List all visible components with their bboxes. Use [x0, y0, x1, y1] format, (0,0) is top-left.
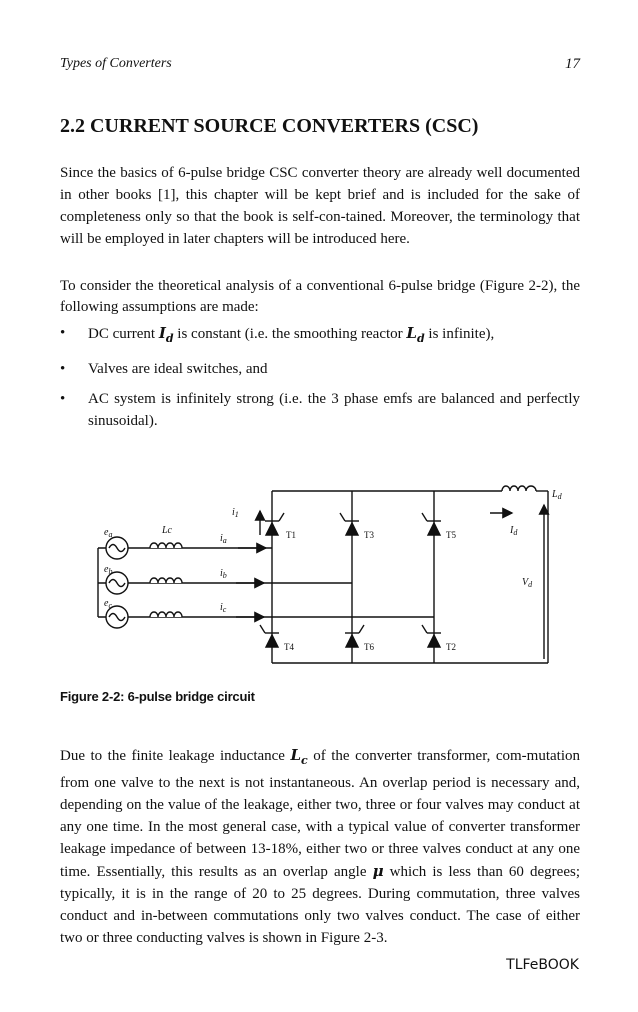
- label-ec: $e_c$: [104, 598, 113, 610]
- label-lc: Lc: [162, 525, 172, 536]
- label-t3: T3: [364, 530, 374, 540]
- label-t5: T5: [446, 530, 456, 540]
- circuit-diagram: [90, 483, 570, 668]
- thyristor-t3-icon: [340, 513, 359, 535]
- thyristor-t4-icon: [260, 625, 279, 647]
- thyristor-t2-icon: [422, 625, 441, 647]
- paragraph-intro: Since the basics of 6-pulse bridge CSC converter theory are already well documented in other books [1], this chapter will be kept brief and is included for the sake of completeness only so that the book is self-con-tained. Moreover, the terminology that will be employed in later chapters will be introduced here.: [60, 165, 580, 247]
- bullet-marker: •: [60, 361, 66, 377]
- label-ia: $i_a$: [220, 533, 227, 545]
- bullet-marker: •: [60, 391, 66, 407]
- label-vd: $V_d$: [522, 577, 533, 589]
- bullet-text: is infinite),: [424, 326, 495, 342]
- thyristor-t1-icon: [265, 513, 284, 535]
- label-t4: T4: [284, 642, 294, 652]
- inductor-c-icon: [150, 612, 182, 617]
- page-number: 17: [565, 56, 580, 72]
- bullet-text: DC current: [88, 326, 159, 342]
- ld-inductor-icon: [502, 486, 536, 491]
- symbol-mu: μ: [372, 862, 384, 880]
- label-ld: $L_d$: [552, 489, 562, 501]
- footer-watermark: TLFeBOOK: [506, 957, 579, 973]
- section-heading: 2.2 CURRENT SOURCE CONVERTERS (CSC): [60, 115, 479, 137]
- label-ea: $e_a$: [104, 527, 113, 539]
- label-id: $I_d$: [510, 525, 518, 537]
- paragraph-assumptions: To consider the theoretical analysis of a conventional 6-pulse bridge (Figure 2-2), the following assumptions are made:: [60, 278, 580, 315]
- label-t2: T2: [446, 642, 456, 652]
- figure-caption: Figure 2-2: 6-pulse bridge circuit: [60, 689, 255, 704]
- bullet-marker: •: [60, 325, 66, 341]
- inductor-a-icon: [150, 543, 182, 548]
- symbol-lc: $L_c$: [290, 746, 308, 767]
- symbol-id: $I_d$: [158, 324, 174, 345]
- label-t1: T1: [286, 530, 296, 540]
- assumption-list: [60, 322, 580, 440]
- label-i1: $i_1$: [232, 507, 239, 519]
- bridge-circuit-figure: [90, 483, 570, 668]
- thyristor-t6-icon: [345, 625, 364, 647]
- running-header: [60, 56, 580, 76]
- inductor-b-icon: [150, 578, 182, 583]
- list-item: [60, 322, 580, 350]
- symbol-ld: $L_d$: [406, 324, 425, 345]
- bullet-text: is constant (i.e. the smoothing reactor: [173, 326, 407, 342]
- running-title: Types of Converters: [60, 56, 172, 71]
- list-item: [60, 388, 580, 432]
- bullet-text: AC system is infinitely strong (i.e. the 3 phase emfs are balanced and perfectly sinusoidal).: [88, 391, 580, 429]
- label-t6: T6: [364, 642, 374, 652]
- label-eb: $e_b$: [104, 564, 113, 576]
- list-item: [60, 358, 580, 380]
- paragraph-commutation: Due to the finite leakage inductance $L_c$ of the converter transformer, com-mutation from one valve to the next is not instantaneous. An overlap period is necessary and, depending on the value of the leakage, either two, three or four valves may conduct at any one time. In the most general case, with a typical value of converter transformer leakage impedance of between 13-18%, either two or three valves conduct at any one time. Essentially, this results as an overlap angle μ which is less than 60 degrees; typically, it is in the range of 20 to 25 degrees. During commutation, three valves conduct and in-between commutations only two valves conduct. The case of either two or three conducting valves is shown in Figure 2-3.: [60, 746, 581, 946]
- bullet-text: Valves are ideal switches, and: [88, 361, 268, 377]
- label-ic: $i_c$: [220, 602, 227, 614]
- thyristor-t5-icon: [422, 513, 441, 535]
- label-ib: $i_b$: [220, 568, 227, 580]
